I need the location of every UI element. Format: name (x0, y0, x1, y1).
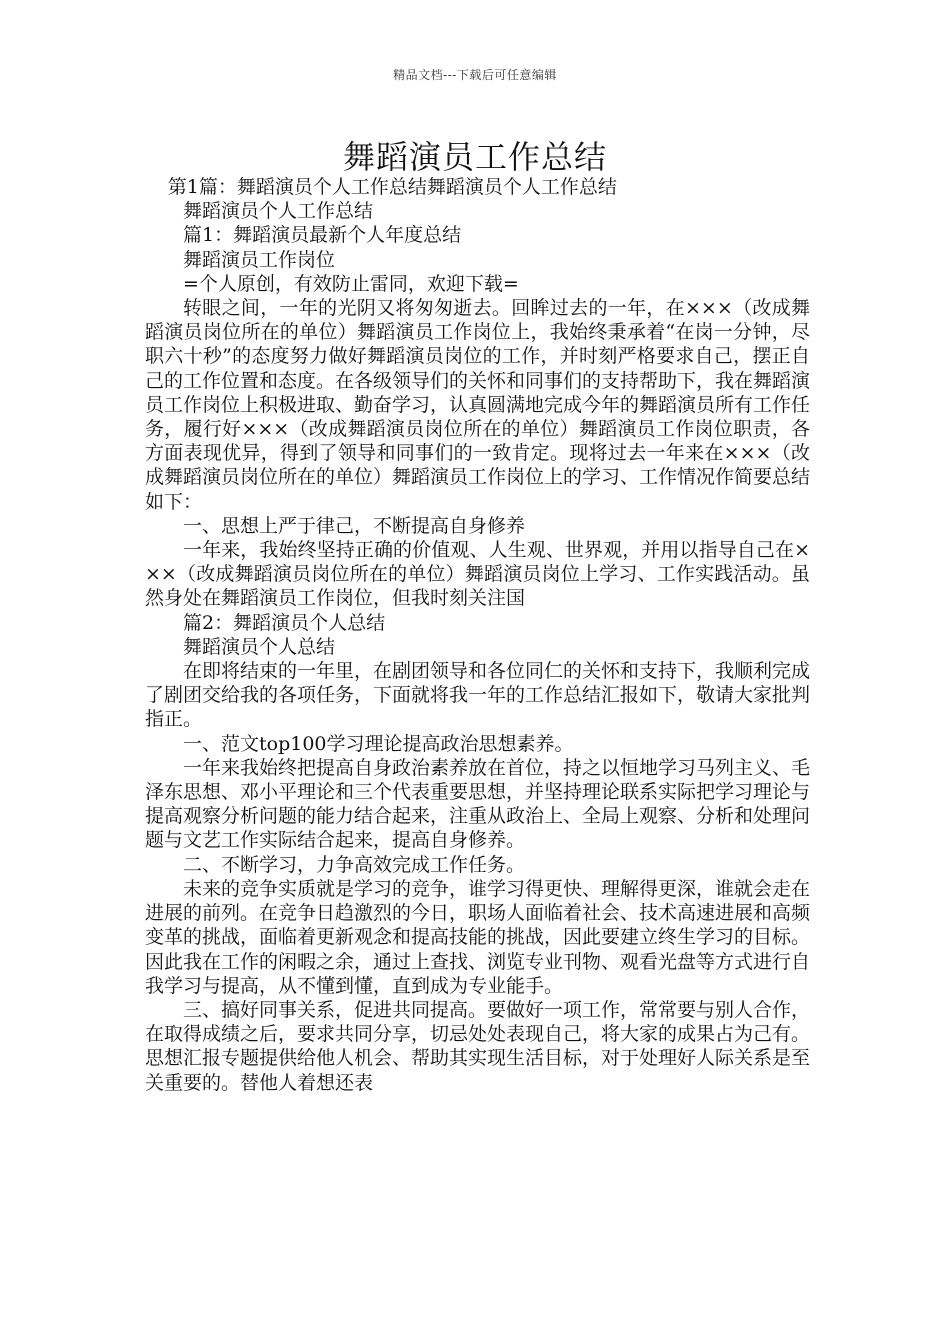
paragraph: 三、搞好同事关系，促进共同提高。要做好一项工作，常常要与别人合作，在取得成绩之后，要求共同分享，切忌处处表现自己，将大家的成果占为己有。思想汇报专题提供给他人机会、帮助其实现生活目标，对于处理好人际关系是至关重要的。替他人着想还表 (145, 998, 811, 1094)
paragraph: 未来的竞争实质就是学习的竞争，谁学习得更快、理解得更深，谁就会走在进展的前列。在竞争日趋激烈的今日，职场人面临着社会、技术高速进展和高频变革的挑战，面临着更新观念和提高技能的挑战，因此要建立终生学习的目标。因此我在工作的闲暇之余，通过上查找、浏览专业刊物、观看光盘等方式进行自我学习与提高，从不懂到懂，直到成为专业能手。 (145, 877, 811, 997)
header-note: 精品文档---下载后可任意编辑 (393, 68, 557, 82)
document-title: 舞蹈演员工作总结 (342, 138, 607, 176)
document-body (145, 175, 810, 1095)
paragraph: 舞蹈演员个人工作总结 (183, 200, 374, 223)
paragraph: 第1篇：舞蹈演员个人工作总结舞蹈演员个人工作总结 (167, 176, 617, 198)
paragraph: 一年来，我始终坚持正确的价值观、人生观、世界观，并用以指导自己在×××（改成舞蹈演员岗位所在的单位）舞蹈演员岗位上学习、工作实践活动。虽然身处在舞蹈演员工作岗位，但我时刻关注国 (145, 539, 810, 610)
paragraph: 舞蹈演员工作岗位 (183, 248, 336, 271)
paragraph: 二、不断学习，力争高效完成工作任务。 (183, 853, 526, 876)
paragraph: 在即将结束的一年里，在剧团领导和各位同仁的关怀和支持下，我顺利完成了剧团交给我的各项任务，下面就将我一年的工作总结汇报如下，敬请大家批判指正。 (145, 660, 811, 731)
paragraph: 一年来我始终把提高自身政治素养放在首位，持之以恒地学习马列主义、毛泽东思想、邓小平理论和三个代表重要思想，并坚持理论联系实际把学习理论与提高观察分析问题的能力结合起来，注重从政治上、全局上观察、分析和处理问题与文艺工作实际结合起来，提高自身修养。 (145, 756, 811, 852)
paragraph: 一、范文top100学习理论提高政治思想素养。 (183, 732, 574, 755)
paragraph: 篇2：舞蹈演员个人总结 (183, 611, 386, 634)
paragraph: =个人原创，有效防止雷同，欢迎下载= (183, 272, 519, 295)
paragraph: 舞蹈演员个人总结 (183, 635, 336, 658)
paragraph: 一、思想上严于律己，不断提高自身修养 (183, 514, 526, 537)
paragraph: 篇1：舞蹈演员最新个人年度总结 (183, 224, 462, 247)
paragraph: 转眼之间，一年的光阴又将匆匆逝去。回眸过去的一年，在×××（改成舞蹈演员岗位所在的单位）舞蹈演员工作岗位上，我始终秉承着“在岗一分钟，尽职六十秒”的态度努力做好舞蹈演员岗位的工作，并时刻严格要求自己，摆正自己的工作位置和态度。在各级领导们的关怀和同事们的支持帮助下，我在舞蹈演员工作岗位上积极进取、勤奋学习，认真圆满地完成今年的舞蹈演员所有工作任务，履行好×××（改成舞蹈演员岗位所在的单位）舞蹈演员工作岗位职责，各方面表现优异，得到了领导和同事们的一致肯定。现将过去一年来在×××（改成舞蹈演员岗位所在的单位）舞蹈演员工作岗位上的学习、工作情况作简要总结如下： (145, 297, 811, 513)
